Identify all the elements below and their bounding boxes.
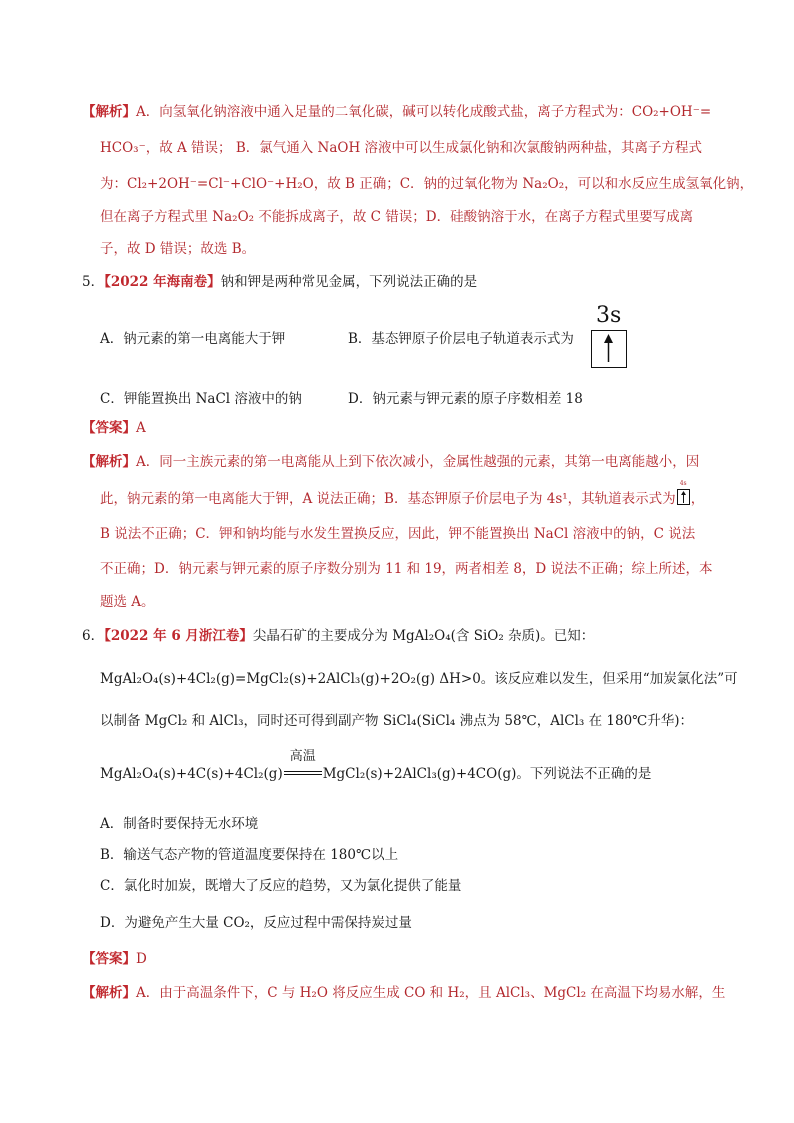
q5-option-b: B．基态钾原子价层电子轨道表示式为	[348, 331, 574, 347]
small-orbital-label: 4s	[679, 480, 687, 487]
q5-source: 【2022 年海南卷】	[104, 274, 221, 290]
analysis-tag: 【解析】	[82, 454, 136, 470]
q6-option-a: A．制备时要保持无水环境	[100, 816, 259, 832]
q5-analysis-line-5: 题选 A。	[100, 594, 155, 610]
q6-number: 6．	[82, 628, 105, 644]
q5-analysis-line-1	[82, 453, 699, 471]
q6-equation-1: MgAl₂O₄(s)+4Cl₂(g)=MgCl₂(s)+2AlCl₃(g)+2O₂(g) ΔH>0。该反应难以发生，但采用“加炭氯化法”可	[100, 671, 738, 687]
q5-stem	[82, 273, 477, 291]
q5-answer	[82, 419, 146, 437]
q5-analysis-text-1: A．同一主族元素的第一电离能从上到下依次减小，金属性越强的元素，其第一电离能越小，因	[136, 454, 700, 470]
q6-option-c: C．氯化时加炭，既增大了反应的趋势，又为氯化提供了能量	[100, 878, 462, 894]
q5-option-c: C．钾能置换出 NaCl 溶液中的钠	[100, 391, 302, 407]
q6-answer-value: D	[136, 951, 147, 967]
q5-analysis-line-2	[100, 480, 705, 508]
orbital-3s-label: 3s	[596, 303, 622, 328]
orbital-box-icon	[591, 330, 627, 368]
small-orbital-icon	[677, 480, 690, 505]
q4-analysis-text-1: A．向氢氧化钠溶液中通入足量的二氧化碳，碱可以转化成酸式盐，离子方程式为：CO₂+OH⁻=	[136, 104, 712, 120]
q6-option-d: D．为避免产生大量 CO₂，反应过程中需保持炭过量	[100, 915, 412, 931]
q6-eq2-left: MgAl₂O₄(s)+4C(s)+4Cl₂(g)	[100, 766, 283, 782]
q5-analysis-line-4: 不正确；D．钠元素与钾元素的原子序数分别为 11 和 19，两者相差 8，D 说法不正确；综上所述，本	[100, 561, 713, 577]
q5-analysis-text-2: 此，钠元素的第一电离能大于钾，A 说法正确；B．基态钾原子价层电子为 4s¹，其轨道表示式为	[100, 491, 676, 507]
q5-number: 5．	[82, 274, 105, 290]
q6-source: 【2022 年 6 月浙江卷】	[104, 628, 253, 644]
q4-analysis-line-2: HCO₃⁻，故 A 错误； B．氯气通入 NaOH 溶液中可以生成氯化钠和次氯酸钠两种盐，其离子方程式	[100, 140, 703, 156]
q5-analysis-line-3: B 说法不正确；C．钾和钠均能与水发生置换反应，因此，钾不能置换出 NaCl 溶液中的钠，C 说法	[100, 526, 696, 542]
up-arrow-icon	[592, 331, 625, 366]
q6-stem	[82, 627, 594, 645]
equals-sign	[284, 771, 322, 775]
analysis-tag: 【解析】	[82, 985, 136, 1001]
comma: ，	[690, 491, 705, 507]
q4-analysis-line-1	[82, 103, 711, 121]
q6-answer	[82, 950, 147, 968]
q6-equation-2	[100, 749, 652, 783]
answer-tag: 【答案】	[82, 951, 136, 967]
reaction-condition	[283, 749, 323, 783]
analysis-tag: 【解析】	[82, 104, 136, 120]
q6-option-b: B．输送气态产物的管道温度要保持在 180℃以上	[100, 847, 399, 863]
q4-analysis-line-5: 子，故 D 错误；故选 B。	[100, 241, 256, 257]
q5-answer-value: A	[136, 420, 146, 436]
q6-eq2-right: MgCl₂(s)+2AlCl₃(g)+4CO(g)。下列说法不正确的是	[322, 766, 652, 782]
q6-analysis-text-1: A．由于高温条件下，C 与 H₂O 将反应生成 CO 和 H₂，且 AlCl₃、MgCl₂ 在高温下均易水解，生	[136, 985, 726, 1001]
q5-stem-text: 钠和钾是两种常见金属，下列说法正确的是	[220, 274, 478, 290]
q6-line-2: 以制备 MgCl₂ 和 AlCl₃，同时还可得到副产物 SiCl₄(SiCl₄ 沸点为 58℃，AlCl₃ 在 180℃升华)：	[100, 713, 694, 729]
answer-tag: 【答案】	[82, 420, 136, 436]
q6-stem-text: 尖晶石矿的主要成分为 MgAl₂O₄(含 SiO₂ 杂质)。已知：	[252, 628, 595, 644]
q5-option-d: D．钠元素与钾元素的原子序数相差 18	[348, 391, 583, 407]
q6-analysis-line-1	[82, 984, 725, 1002]
q4-analysis-line-4: 但在离子方程式里 Na₂O₂ 不能拆成离子，故 C 错误；D．硅酸钠溶于水，在离子方程式里要写成离	[100, 209, 694, 225]
condition-label: 高温	[289, 749, 316, 764]
q4-analysis-line-3: 为：Cl₂+2OH⁻=Cl⁻+ClO⁻+H₂O，故 B 正确；C．钠的过氧化物为 Na₂O₂，可以和水反应生成氢氧化钠，	[100, 176, 754, 192]
q5-option-a: A．钠元素的第一电离能大于钾	[100, 331, 286, 347]
